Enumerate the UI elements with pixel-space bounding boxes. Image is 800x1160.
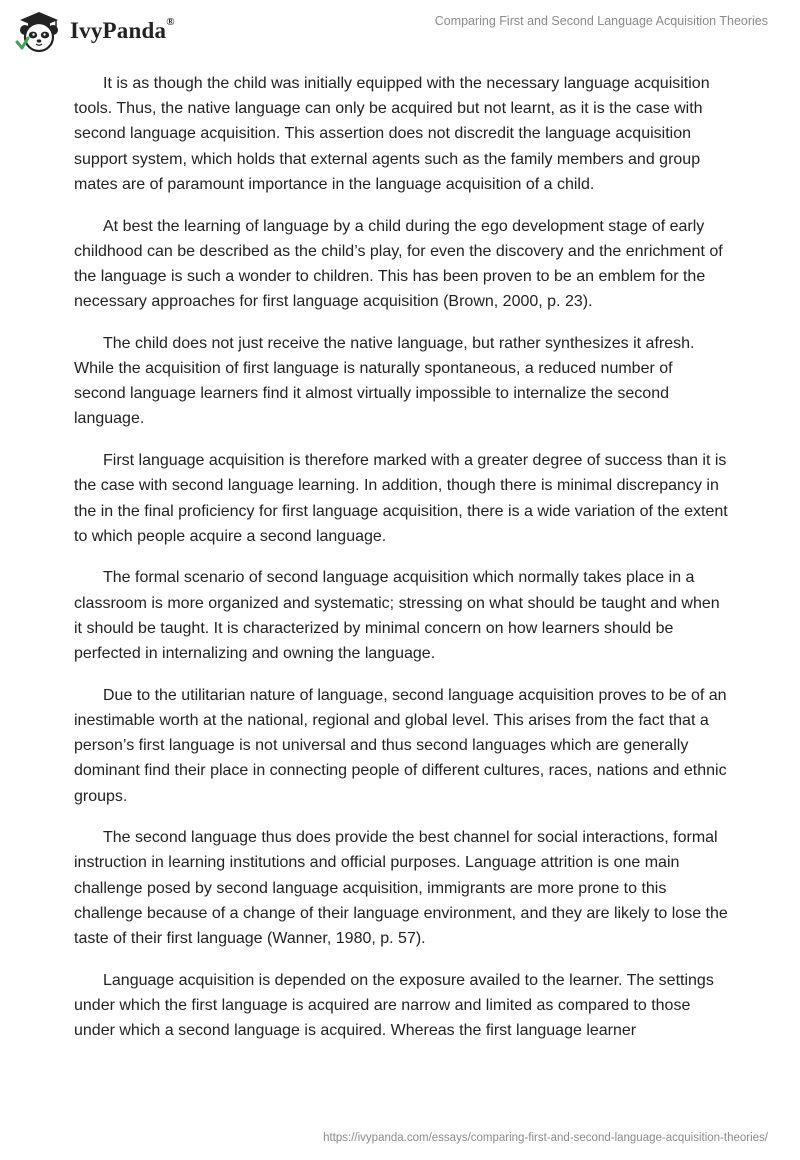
paragraph: At best the learning of language by a child during the ego development stage of early childhood can be described as the child’s play, for even the discovery and the enrichment of the language is such a wonder to children. This has been proven to be an emblem for the necessary approaches for first language acquisition (Brown, 2000, p. 23). (74, 217, 723, 311)
page-header (0, 0, 800, 60)
paragraph: First language acquisition is therefore marked with a greater degree of success than it is the case with second language learning. In addition, though there is minimal discrepancy in the in the final proficiency for first language acquisition, there is a wide variation of the extent to which people acquire a second language. (74, 452, 728, 545)
document-title: Comparing First and Second Language Acquisition Theories (434, 14, 768, 28)
paragraph: It is as though the child was initially equipped with the necessary language acquisition tools. Thus, the native language can only be acquired but not learnt, as it is the case with second language acquisition. This assertion does not discredit the language acquisition support system, which holds that external agents such as the family members and group mates are of paramount importance in the language acquisition of a child. (74, 75, 710, 193)
source-url-link[interactable]: https://ivypanda.com/essays/comparing-first-and-second-language-acquisition-theories/ (323, 1132, 768, 1144)
brand-logo[interactable] (14, 8, 175, 54)
brand-name: IvyPanda® (70, 16, 175, 43)
paragraph: The formal scenario of second language acquisition which normally takes place in a classroom is more organized and systematic; stressing on what should be taught and when it should be taught. It is characterized by minimal concern on how learners should be perfected in internalizing and owning the language. (74, 569, 720, 663)
paragraph: The second language thus does provide the best channel for social interactions, formal instruction in learning institutions and official purposes. Language attrition is one main challenge posed by second language acquisition, immigrants are more prone to this challenge because of a change of their language environment, and they are likely to lose the taste of their first language (Wanner, 1980, p. 57). (74, 829, 728, 948)
registered-mark: ® (166, 16, 175, 28)
panda-graduate-logo-icon (14, 8, 64, 54)
paragraph: The child does not just receive the native language, but rather synthesizes it afresh. While the acquisition of first language is naturally spontaneous, a reduced number of second language learners find it almost virtually impossible to internalize the second language. (74, 334, 695, 428)
paragraph: Language acquisition is depended on the exposure availed to the learner. The settings under which the first language is acquired are narrow and limited as compared to those under which a second language is acquired. Whereas the first language learner (74, 971, 714, 1040)
essay-body (74, 71, 728, 1060)
paragraph: Due to the utilitarian nature of language, second language acquisition proves to be of an inestimable worth at the national, regional and global level. This arises from the fact that a person’s first language is not universal and thus second languages which are generally dominant find their place in connecting people of different cultures, races, nations and ethnic groups. (74, 686, 727, 805)
